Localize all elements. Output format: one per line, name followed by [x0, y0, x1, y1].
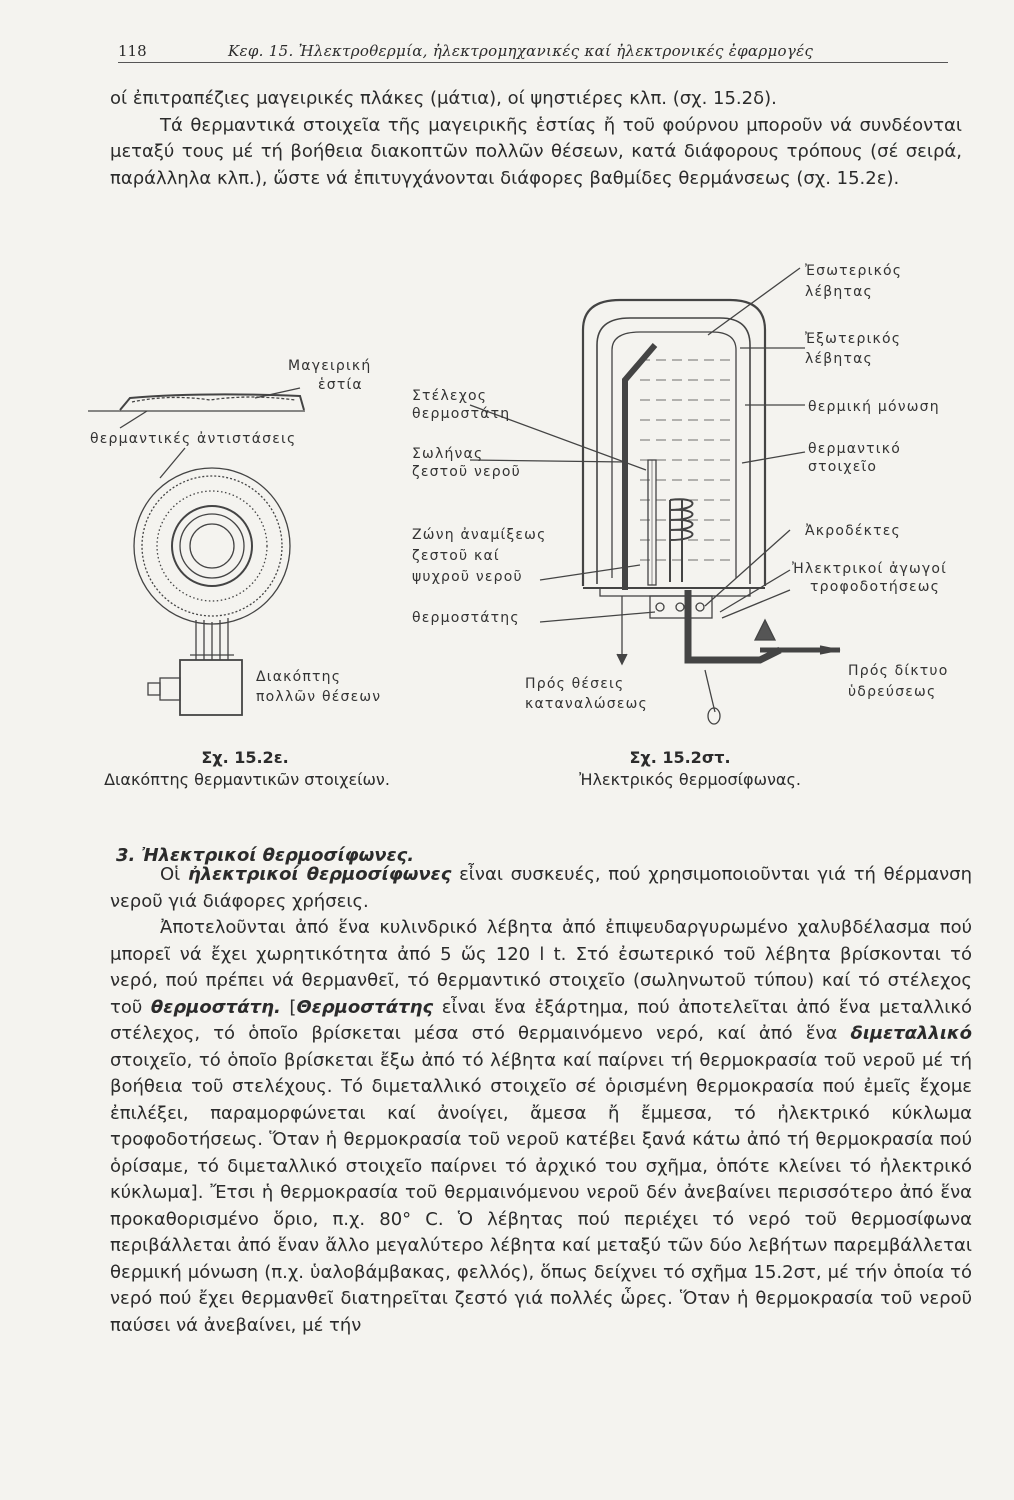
label-outlets-2: καταναλώσεως	[525, 696, 648, 712]
label-insulation: θερμική μόνωση	[808, 399, 940, 415]
caption-text-15-2e: Διακόπτης θερμαντικῶν στοιχείων.	[104, 770, 390, 789]
label-outer-boiler-1: Ἐξωτερικός	[805, 331, 902, 347]
label-network-1: Πρός δίκτυο	[848, 663, 949, 679]
label-pipe-1: Σωλήνας	[412, 446, 484, 462]
page-number: 118	[118, 42, 147, 60]
switch-wires	[190, 618, 234, 660]
section-heading: 3. Ἠλεκτρικοί θερμοσίφωνες.	[116, 845, 415, 866]
label-heating-resistors: θερμαντικές ἀντιστάσεις	[90, 431, 297, 447]
label-network-2: ὑδρεύσεως	[848, 684, 937, 700]
caption-text-15-2st: Ἠλεκτρικός θερμοσίφωνας.	[579, 770, 801, 789]
hearth-side-view	[88, 394, 305, 428]
label-outer-boiler-2: λέβητας	[805, 351, 873, 367]
label-switch-1: Διακόπτης	[256, 669, 342, 685]
label-inner-boiler-1: Ἐσωτερικός	[805, 263, 903, 279]
label-outlets-1: Πρός θέσεις	[525, 676, 625, 692]
section-paragraph-1: Οἱ ἠλεκτρικοί θερμοσίφωνες εἶναι συσκευές, πού χρησιμοποιοῦνται γιά τή θέρμανση νεροῦ γιά διάφορες χρήσεις.	[110, 864, 972, 912]
label-stem-1: Στέλεχος	[412, 388, 488, 404]
water-heater-drawing	[470, 268, 840, 724]
label-pipe-2: ζεστοῦ νεροῦ	[412, 464, 521, 480]
hearth-top-view	[134, 468, 290, 624]
multi-position-switch	[148, 660, 242, 715]
caption-number-15-2e: Σχ. 15.2ε.	[201, 748, 289, 767]
label-stem-2: θερμοστάτη	[412, 406, 511, 422]
label-mix-2: ζεστοῦ καί	[412, 548, 500, 564]
label-terminals: Ἀκροδέκτες	[805, 523, 901, 539]
label-hearth-2: ἑστία	[318, 377, 363, 393]
intro-line: οί ἐπιτραπέζιες μαγειρικές πλάκες (μάτια), οί ψηστιέρες κλπ. (σχ. 15.2δ).	[110, 88, 777, 109]
section-paragraph-2: Ἀποτελοῦνται ἀπό ἕνα κυλινδρικό λέβητα ἀπό ἐπιψευδαργυρωμένο χαλυβδέλασμα πού μπορεῖ νά ἔχει χωρητικότητα ἀπό 5 ὥς 120 l t. Στό ἐσωτερικό τοῦ λέβητα βρίσκονται τό νερό, πού πρέπει νά θερμανθεῖ, τό θερμαντικό στοιχεῖο (σωληνωτοῦ τύπου) καί τό στέλεχος τοῦ θερμοστάτη. [Θερμοστάτης εἶναι ἕνα ἐξάρτημα, πού ἀποτελεῖται ἀπό ἕνα μεταλλικό στέλεχος, τό ὁποῖο βρίσκεται μέσα στό θερμαινόμενο νερό, καί ἀπό ἕνα διμεταλλικό στοιχεῖο, τό ὁποῖο βρίσκεται ἔξω ἀπό τό λέβητα καί παίρνει τή θερμοκρασία τοῦ νεροῦ μέ τή βοήθεια τοῦ στελέχους. Τό διμεταλλικό στοιχεῖο σέ ὁρισμένη θερμοκρασία πού ἐμεῖς ἔχομε ἐπιλέξει, παραμορφώνεται καί ἀνοίγει, ἄμεσα ἤ ἔμμεσα, τό ἠλεκτρικό κύκλωμα τροφοδοτήσεως. Ὅταν ἡ θερμοκρασία τοῦ νεροῦ κατέβει ξανά κάτω ἀπό τή θερμοκρασία πού ὁρίσαμε, τό διμεταλλικό στοιχεῖο παίρνει τό ἀρχικό του σχῆμα, ὁπότε κλείνει τό ἠλεκτρικό κύκλωμα]. Ἔτσι ἡ θερμοκρασία τοῦ θερμαινόμενου νεροῦ δέν ἀνεβαίνει περισσότερο ἀπό ἕνα προκαθορισμένο ὅριο, π.χ. 80° C. Ὁ λέβητας πού περιέχει τό νερό τοῦ θερμοσίφωνα περιβάλλεται ἀπό ἕναν ἄλλο μεγαλύτερο λέβητα καί μεταξύ τῶν δύο λεβήτων παρεμβάλλεται θερμική μόνωση (π.χ. ὑαλοβάμβακας, φελλός), ὅπως δείχνει τό σχῆμα 15.2στ, μέ τήν ὁποία τό νερό πού ἔχει θερμανθεῖ διατηρεῖται ζεστό γιά πολλές ὧρες. Ὅταν ἡ θερμοκρασία τοῦ νεροῦ παύσει νά ἀνεβαίνει, μέ τήν	[110, 917, 972, 1336]
label-wires-2: τροφοδοτήσεως	[810, 579, 941, 595]
running-title: Κεφ. 15. Ἠλεκτροθερμία, ἠλεκτρομηχανικές καί ἠλεκτρονικές ἐφαρμογές	[228, 42, 814, 60]
intro-paragraph: Τά θερμαντικά στοιχεῖα τῆς μαγειρικῆς ἑστίας ἤ τοῦ φούρνου μποροῦν νά συνδέονται μεταξύ τους μέ τή βοήθεια διακοπτῶν πολλῶν θέσεων, κατά διάφορους τρόπους (σέ σειρά, παράλληλα κλπ.), ὥστε νά ἐπιτυγχάνονται διάφορες βαθμίδες θερμάνσεως (σχ. 15.2ε).	[110, 114, 962, 189]
label-mix-3: ψυχροῦ νεροῦ	[412, 569, 523, 585]
label-hearth-1: Μαγειρική	[288, 358, 372, 374]
label-element-2: στοιχεῖο	[808, 459, 878, 475]
label-inner-boiler-2: λέβητας	[805, 284, 873, 300]
label-mix-1: Ζώνη ἀναμίξεως	[412, 527, 547, 543]
caption-number-15-2st: Σχ. 15.2στ.	[629, 748, 731, 767]
section-body	[110, 862, 972, 1339]
label-thermostat: θερμοστάτης	[412, 610, 520, 626]
label-element-1: θερμαντικό	[808, 441, 901, 457]
label-switch-2: πολλῶν θέσεων	[256, 689, 382, 705]
label-wires-1: Ἠλεκτρικοί ἀγωγοί	[792, 561, 948, 577]
